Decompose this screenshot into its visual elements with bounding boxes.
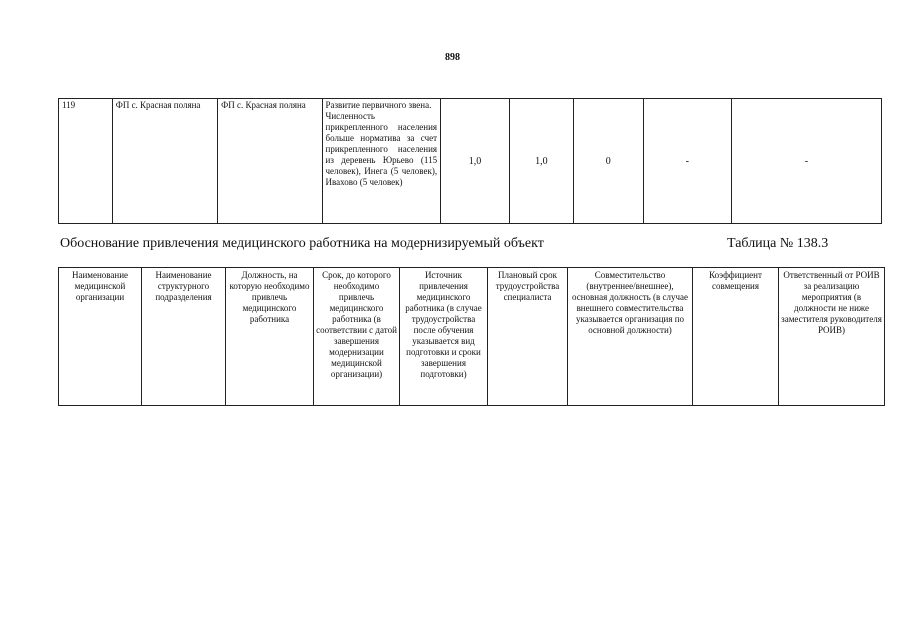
column-header: Наименование медицинской организации: [59, 268, 142, 406]
table-row: [59, 99, 882, 224]
row-number: 119: [59, 99, 113, 224]
organization-cell: ФП с. Красная поляна: [112, 99, 217, 224]
value-cell: 1,0: [509, 99, 573, 224]
value-cell: -: [731, 99, 881, 224]
column-header: Коэффициент совмещения: [693, 268, 779, 406]
value-cell: 1,0: [441, 99, 510, 224]
header-row: [59, 268, 885, 406]
column-header: Срок, до которого необходимо привлечь медицинского работника (в соответствии с датой завершения модернизации медицинской организации): [314, 268, 400, 406]
column-header: Должность, на которую необходимо привлечь медицинского работника: [226, 268, 314, 406]
table-heading: Обоснование привлечения медицинского работника на модернизируемый объект: [60, 236, 544, 251]
upper-table: [58, 98, 882, 224]
value-cell: -: [643, 99, 731, 224]
description-cell: [322, 99, 441, 224]
column-header: Плановый срок трудоустройства специалиста: [488, 268, 568, 406]
value-cell: 0: [573, 99, 643, 224]
table-number: Таблица № 138.3: [727, 236, 829, 251]
header-table: [58, 267, 885, 406]
column-header: Совместительство (внутреннее/внешнее), основная должность (в случае внешнего совместительства указывается организация по основной должности): [568, 268, 693, 406]
page-number: 898: [445, 52, 460, 63]
column-header: Наименование структурного подразделения: [142, 268, 226, 406]
column-header: Ответственный от РОИВ за реализацию мероприятия (в должности не ниже заместителя руководителя РОИВ): [779, 268, 885, 406]
description-line: Развитие первичного звена.: [325, 100, 432, 110]
description-line: Численность прикрепленного населения больше норматива за счет прикрепленного населения из деревень Юрьево (115 человек), Инега (5 человек), Ивахово (5 человек): [325, 111, 438, 187]
unit-cell: ФП с. Красная поляна: [218, 99, 322, 224]
column-header: Источник привлечения медицинского работника (в случае трудоустройства после обучения указывается вид подготовки и сроки завершения подготовки): [400, 268, 488, 406]
